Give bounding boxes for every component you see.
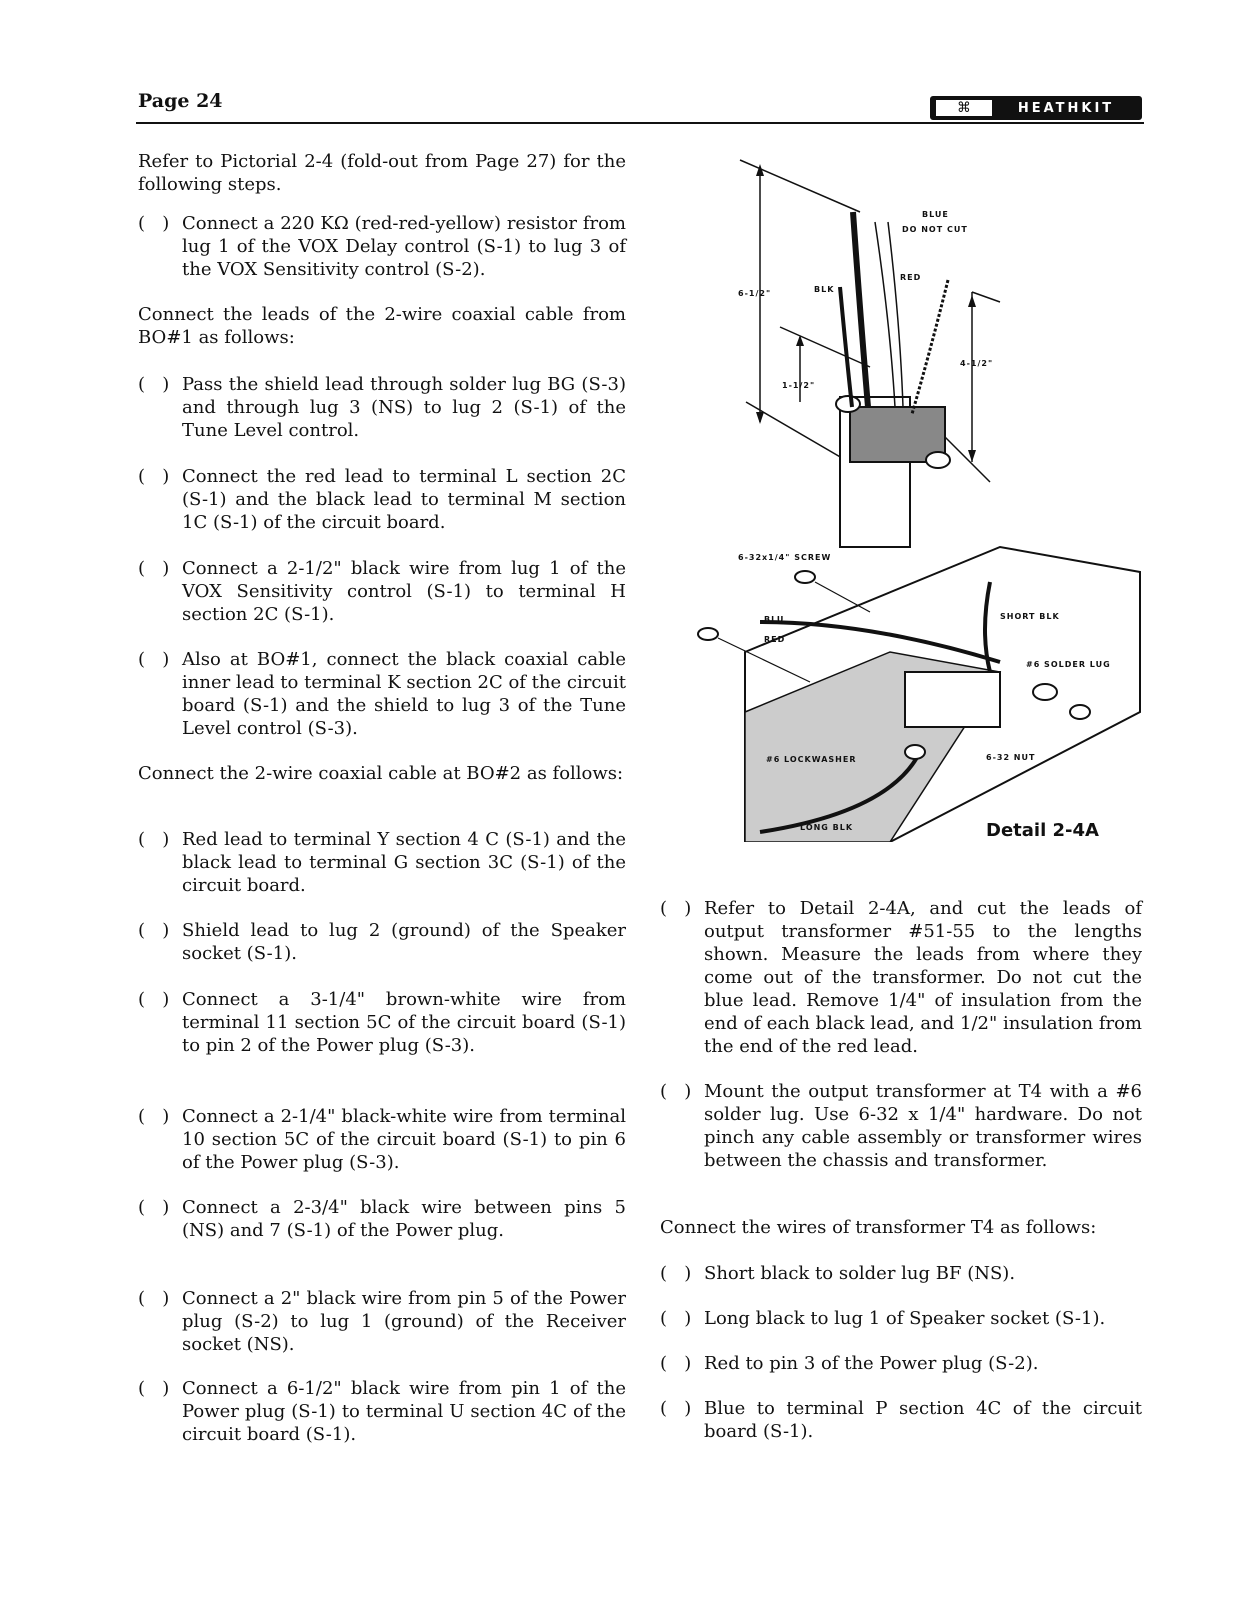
label-screw: 6-32x1/4" SCREW — [738, 553, 832, 562]
checkbox[interactable]: ( ) — [660, 1308, 692, 1329]
step-text: Connect a 6-1/2" black wire from pin 1 of the Power plug (S-1) to terminal U section 4C of the circuit board (S-1). — [182, 1378, 626, 1445]
checkbox[interactable]: ( ) — [660, 898, 692, 919]
step-short-black — [660, 1262, 1142, 1285]
step-text: Connect a 220 KΩ (red-red-yellow) resistor from lug 1 of the VOX Delay control (S-1) to lug 3 of the VOX Sensitivity control (S-2). — [182, 213, 626, 280]
label-do-not-cut: DO NOT CUT — [902, 225, 968, 234]
label-blu: BLU — [764, 615, 785, 624]
label-length-1-1-2: 1-1/2" — [782, 381, 816, 390]
checkbox[interactable]: ( ) — [138, 374, 170, 395]
t4-heading: Connect the wires of transformer T4 as follows: — [660, 1217, 1097, 1238]
checkbox[interactable]: ( ) — [660, 1263, 692, 1284]
checkbox[interactable]: ( ) — [138, 829, 170, 850]
header-rule — [136, 122, 1144, 124]
step-refer-detail — [660, 897, 1142, 1058]
checkbox[interactable]: ( ) — [138, 558, 170, 579]
step-also-bo1 — [138, 648, 626, 740]
checkbox[interactable]: ( ) — [660, 1353, 692, 1374]
step-text: Connect a 3-1/4" brown-white wire from terminal 11 section 5C of the circuit board (S-1) to pin 2 of the Power plug (S-3). — [182, 989, 626, 1056]
intro-text: Refer to Pictorial 2-4 (fold-out from Page 27) for the following steps. — [138, 151, 626, 195]
step-text: Also at BO#1, connect the black coaxial cable inner lead to terminal K section 2C of the circuit board (S-1) and the shield to lug 3 of the Tune Level control (S-3). — [182, 649, 626, 739]
step-red-black-leads — [138, 465, 626, 534]
step-text: Pass the shield lead through solder lug BG (S-3) and through lug 3 (NS) to lug 2 (S-1) of the Tune Level control. — [182, 374, 626, 441]
step-3-1-4-wire — [138, 988, 626, 1057]
step-text: Red lead to terminal Y section 4 C (S-1) and the black lead to terminal G section 3C (S-1) of the circuit board. — [182, 829, 626, 896]
label-red-lead: RED — [900, 273, 922, 282]
step-shield-lead — [138, 373, 626, 442]
label-length-6-1-2: 6-1/2" — [738, 289, 772, 298]
step-2in-wire — [138, 1287, 626, 1356]
step-text: Red to pin 3 of the Power plug (S-2). — [704, 1353, 1039, 1374]
step-text: Short black to solder lug BF (NS). — [704, 1263, 1016, 1284]
step-text: Refer to Detail 2-4A, and cut the leads of output transformer #51-55 to the lengths shown. Measure the leads from where they come out of the transformer. Do not cut the blue lead. Remove 1/4" of insulation from the end of each black lead, and 1/2" insulation from the end of the red lead. — [704, 898, 1142, 1057]
label-blk-lead: BLK — [814, 285, 835, 294]
figure-caption: Detail 2-4A — [986, 820, 1099, 841]
bo2-heading: Connect the 2-wire coaxial cable at BO#2 as follows: — [138, 763, 624, 784]
step-text: Connect a 2" black wire from pin 5 of the Power plug (S-2) to lug 1 (ground) of the Receiver socket (NS). — [182, 1288, 626, 1355]
checkbox[interactable]: ( ) — [660, 1081, 692, 1102]
label-long-blk: LONG BLK — [800, 823, 854, 832]
heathkit-wordmark: HEATHKIT — [1017, 100, 1115, 116]
bo1-heading: Connect the leads of the 2-wire coaxial cable from BO#1 as follows: — [138, 304, 626, 348]
label-solder-lug: #6 SOLDER LUG — [1026, 660, 1111, 669]
page-number: Page 24 — [138, 90, 223, 112]
label-blue: BLUE — [922, 210, 949, 219]
step-2-1-2-wire — [138, 557, 626, 626]
step-text: Blue to terminal P section 4C of the circuit board (S-1). — [704, 1398, 1142, 1442]
step-text: Mount the output transformer at T4 with a #6 solder lug. Use 6-32 x 1/4" hardware. Do not pinch any cable assembly or transformer wires between the chassis and transformer. — [704, 1081, 1142, 1171]
step-text: Long black to lug 1 of Speaker socket (S-1). — [704, 1308, 1106, 1329]
step-long-black — [660, 1307, 1142, 1330]
checkbox[interactable]: ( ) — [138, 1288, 170, 1309]
step-6-1-2-wire — [138, 1377, 626, 1446]
step-2-1-4-wire — [138, 1105, 626, 1174]
label-red: RED — [764, 635, 786, 644]
step-text: Connect the red lead to terminal L section 2C (S-1) and the black lead to terminal M section 1C (S-1) of the circuit board. — [182, 466, 626, 533]
step-shield-lug2 — [138, 919, 626, 965]
checkbox[interactable]: ( ) — [138, 920, 170, 941]
step-red-lead-y — [138, 828, 626, 897]
label-length-4-1-2: 4-1/2" — [960, 359, 994, 368]
label-lockwasher: #6 LOCKWASHER — [766, 755, 857, 764]
step-text: Connect a 2-1/2" black wire from lug 1 of the VOX Sensitivity control (S-1) to terminal H section 2C (S-1). — [182, 558, 626, 625]
heathkit-mark-icon: ⌘ — [936, 100, 992, 116]
heathkit-logo — [930, 96, 1142, 120]
label-short-blk: SHORT BLK — [1000, 612, 1060, 621]
step-2-3-4-wire — [138, 1196, 626, 1242]
checkbox[interactable]: ( ) — [138, 213, 170, 234]
checkbox[interactable]: ( ) — [138, 1378, 170, 1399]
step-blue-terminal-p — [660, 1397, 1142, 1443]
checkbox[interactable]: ( ) — [138, 649, 170, 670]
step-220k-resistor — [138, 212, 626, 281]
step-text: Connect a 2-3/4" black wire between pins 5 (NS) and 7 (S-1) of the Power plug. — [182, 1197, 626, 1241]
label-nut: 6-32 NUT — [986, 753, 1036, 762]
checkbox[interactable]: ( ) — [138, 466, 170, 487]
step-text: Shield lead to lug 2 (ground) of the Speaker socket (S-1). — [182, 920, 626, 964]
detail-2-4a-diagram — [690, 152, 1142, 842]
step-red-pin3 — [660, 1352, 1142, 1375]
checkbox[interactable]: ( ) — [138, 1197, 170, 1218]
step-text: Connect a 2-1/4" black-white wire from terminal 10 section 5C of the circuit board (S-1) to pin 6 of the Power plug (S-3). — [182, 1106, 626, 1173]
checkbox[interactable]: ( ) — [660, 1398, 692, 1419]
checkbox[interactable]: ( ) — [138, 989, 170, 1010]
checkbox[interactable]: ( ) — [138, 1106, 170, 1127]
step-mount-transformer — [660, 1080, 1142, 1172]
